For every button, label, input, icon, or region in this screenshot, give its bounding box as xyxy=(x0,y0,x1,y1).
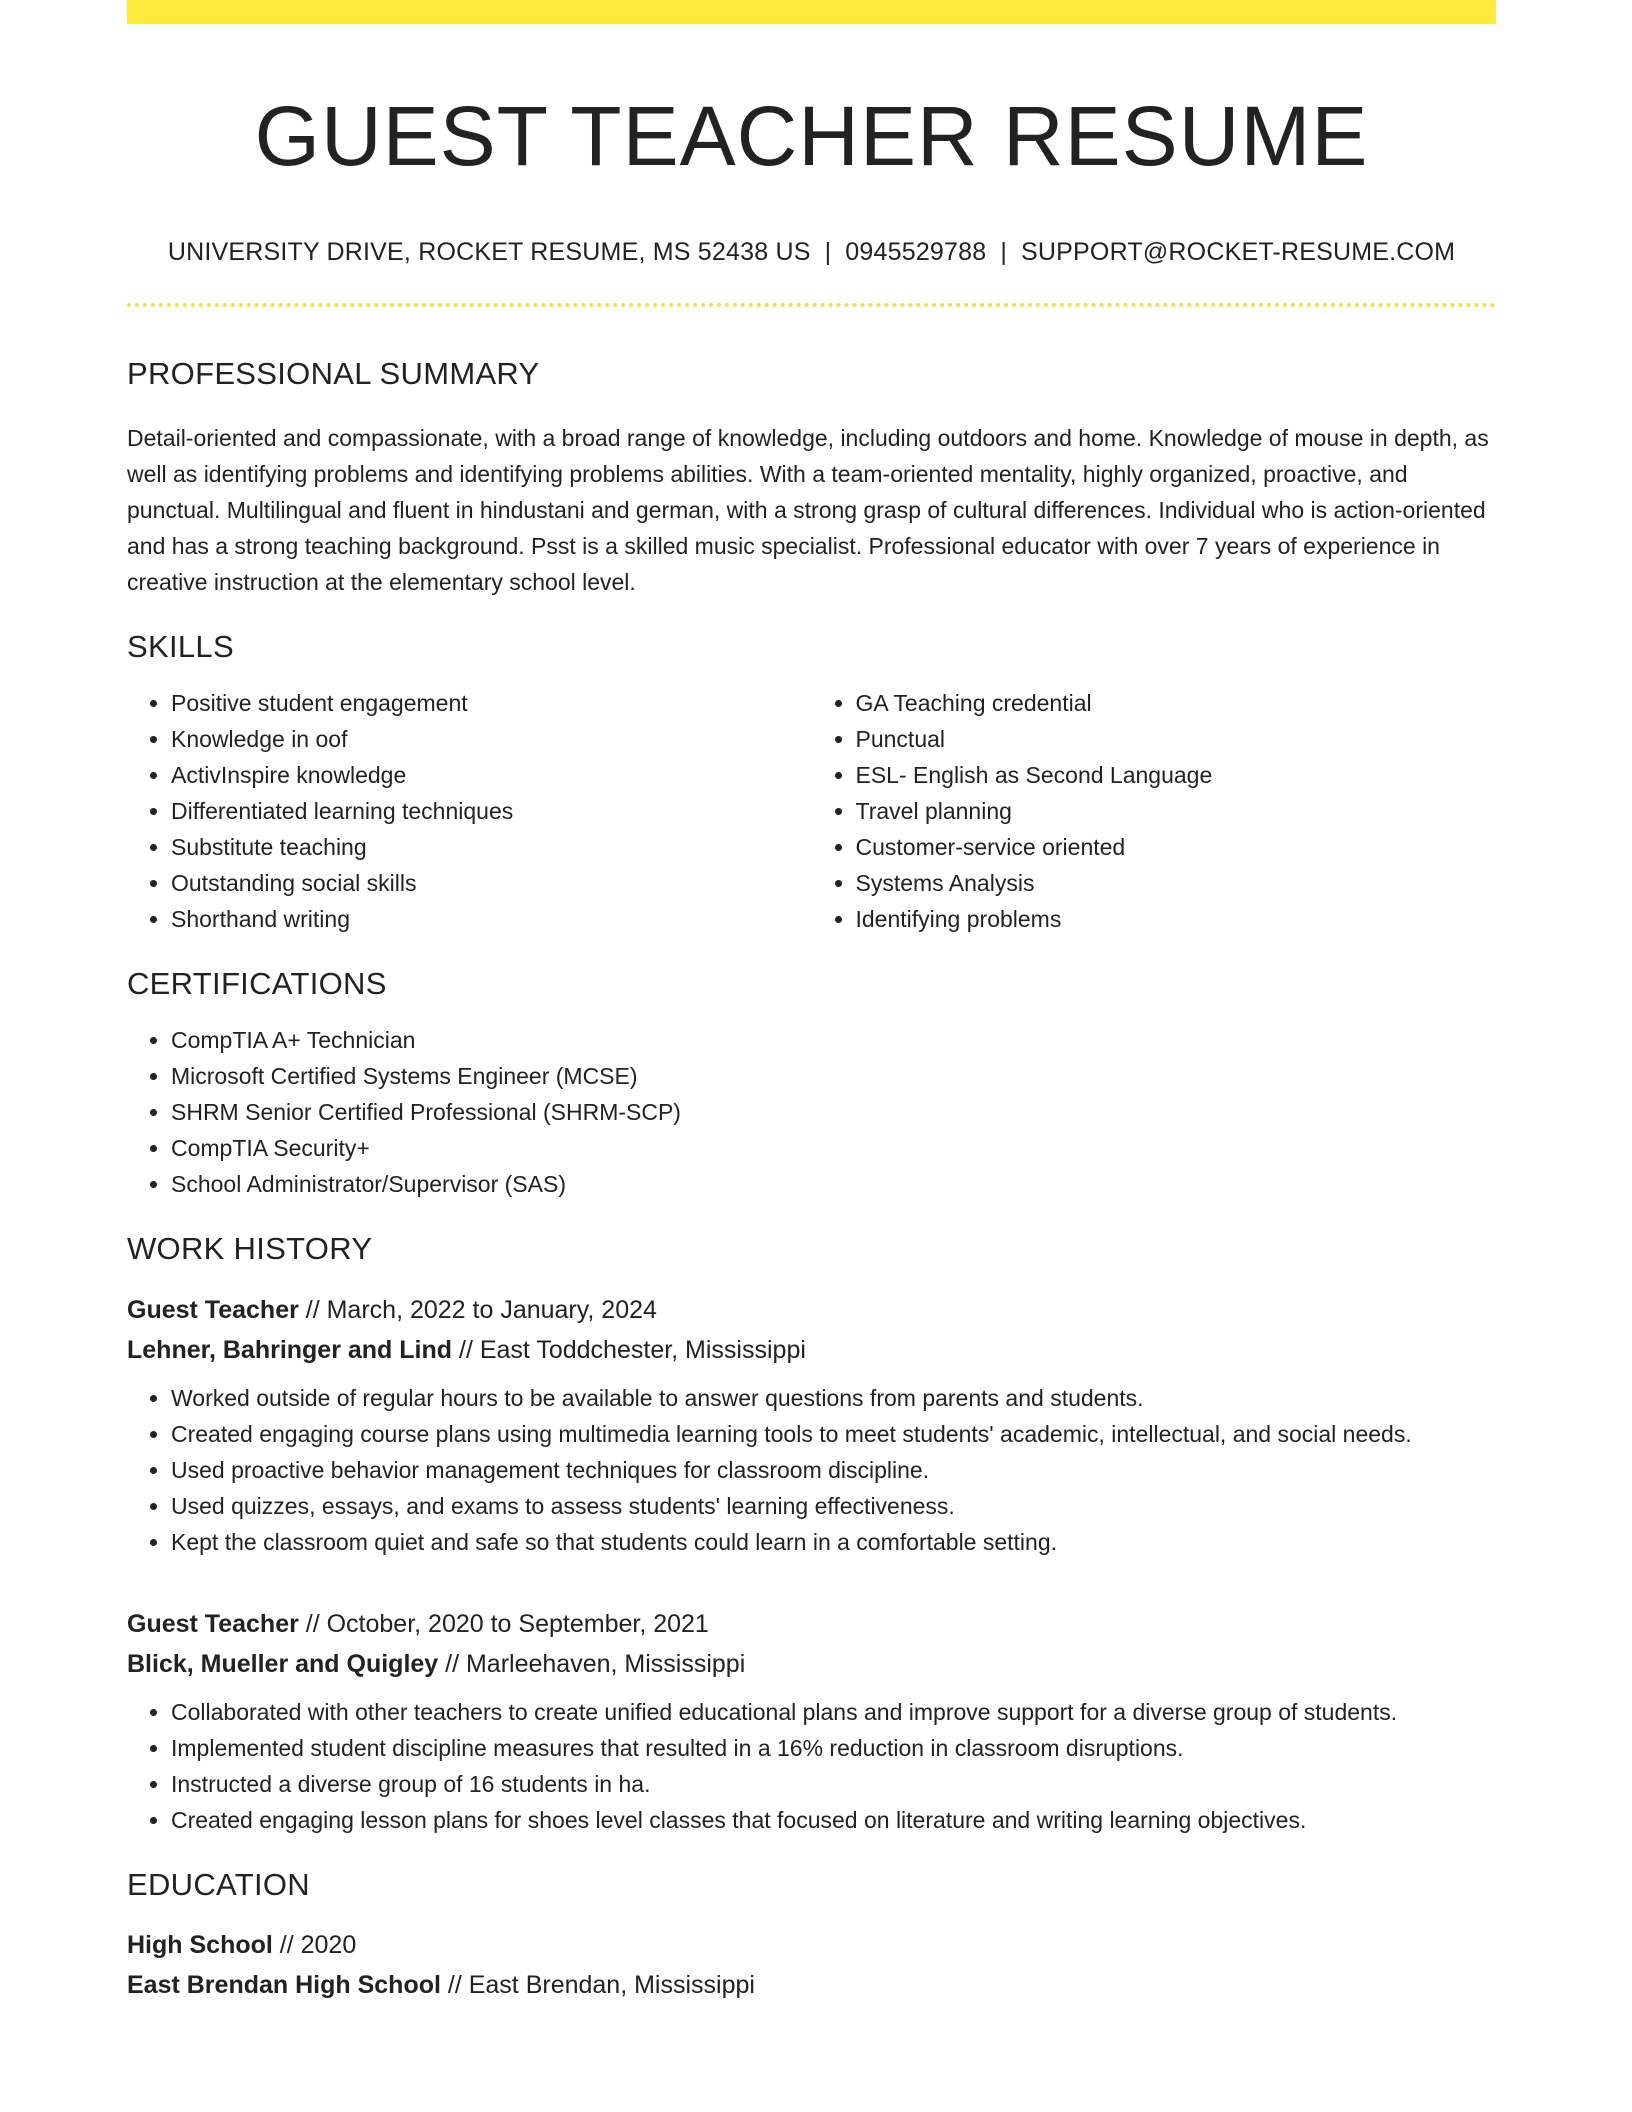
certification-item: • CompTIA Security+ xyxy=(171,1130,1496,1166)
skill-item: • Identifying problems xyxy=(856,901,1497,937)
job-location: // East Toddchester, Mississippi xyxy=(452,1335,806,1364)
job-duty-item: • Instructed a diverse group of 16 students in ha. xyxy=(171,1766,1496,1802)
job-duty-item: • Created engaging course plans using multimedia learning tools to meet students' academic, intellectual, and social needs. xyxy=(171,1416,1496,1452)
job-duty-item: • Worked outside of regular hours to be available to answer questions from parents and students. xyxy=(171,1380,1496,1416)
certifications-section xyxy=(127,965,1496,1202)
education-degree-line xyxy=(127,1925,1496,1965)
certification-item: • CompTIA A+ Technician xyxy=(171,1022,1496,1058)
job-duties-list xyxy=(127,1694,1496,1838)
resume-title: GUEST TEACHER RESUME xyxy=(254,89,1369,183)
job-location: // Marleehaven, Mississippi xyxy=(438,1649,746,1678)
education-school-line xyxy=(127,1965,1496,2005)
job-duty-item: • Collaborated with other teachers to create unified educational plans and improve support for a diverse group of students. xyxy=(171,1694,1496,1730)
education-section xyxy=(127,1866,1496,2005)
education-entry xyxy=(127,1925,1496,2005)
contact-line xyxy=(127,237,1496,267)
summary-section xyxy=(127,355,1496,600)
job-duty-item: • Implemented student discipline measures that resulted in a 16% reduction in classroom disruptions. xyxy=(171,1730,1496,1766)
contact-email: SUPPORT@ROCKET-RESUME.COM xyxy=(1021,237,1456,266)
certification-item: • Microsoft Certified Systems Engineer (MCSE) xyxy=(171,1058,1496,1094)
job-title-line xyxy=(127,1290,1496,1330)
job-company: Lehner, Bahringer and Lind xyxy=(127,1335,453,1364)
skills-heading: SKILLS xyxy=(127,628,234,664)
skill-item: • Systems Analysis xyxy=(856,865,1497,901)
skill-item: • ESL- English as Second Language xyxy=(856,757,1497,793)
skill-item: • Outstanding social skills xyxy=(171,865,812,901)
job-title: Guest Teacher xyxy=(127,1295,299,1324)
certification-item: • SHRM Senior Certified Professional (SHRM-SCP) xyxy=(171,1094,1496,1130)
education-school: East Brendan High School xyxy=(127,1970,441,1999)
job-entry xyxy=(127,1604,1496,1838)
job-company: Blick, Mueller and Quigley xyxy=(127,1649,439,1678)
certifications-heading: CERTIFICATIONS xyxy=(127,966,387,1002)
contact-separator: | xyxy=(824,237,832,266)
job-duty-item: • Used proactive behavior management techniques for classroom discipline. xyxy=(171,1452,1496,1488)
contact-phone: 0945529788 xyxy=(845,237,987,266)
work-history-section xyxy=(127,1230,1496,1837)
education-location: // East Brendan, Mississippi xyxy=(440,1970,755,1999)
job-dates: // October, 2020 to September, 2021 xyxy=(298,1609,709,1638)
certification-item: • School Administrator/Supervisor (SAS) xyxy=(171,1166,1496,1202)
education-year: // 2020 xyxy=(272,1930,357,1959)
summary-text: Detail-oriented and compassionate, with a broad range of knowledge, including outdoors and home. Knowledge of mouse in depth, as well as identifying problems and identifying problems abilities. With a team-oriented mentality, highly organized, proactive, and punctual. Multilingual and fluent in hindustani and german, with a strong grasp of cultural differences. Individual who is action-oriented and has a strong teaching background. Psst is a skilled music specialist. Professional educator with over 7 years of experience in creative instruction at the elementary school level. xyxy=(127,424,1489,595)
job-title: Guest Teacher xyxy=(127,1609,299,1638)
skill-item: • GA Teaching credential xyxy=(856,685,1497,721)
job-dates: // March, 2022 to January, 2024 xyxy=(298,1295,657,1324)
education-heading: EDUCATION xyxy=(127,1866,310,1902)
skill-item: • Travel planning xyxy=(856,793,1497,829)
top-accent-bar xyxy=(127,0,1496,24)
education-degree: High School xyxy=(127,1930,273,1959)
job-duties-list xyxy=(127,1380,1496,1560)
contact-separator: | xyxy=(1000,237,1008,266)
summary-heading: PROFESSIONAL SUMMARY xyxy=(127,355,540,391)
job-company-line xyxy=(127,1644,1496,1684)
work-history-heading: WORK HISTORY xyxy=(127,1231,373,1267)
skill-item: • Substitute teaching xyxy=(171,829,812,865)
skills-list-right xyxy=(812,685,1497,937)
contact-address: UNIVERSITY DRIVE, ROCKET RESUME, MS 52438 US xyxy=(167,237,811,266)
skill-item: • Customer-service oriented xyxy=(856,829,1497,865)
skill-item: • Shorthand writing xyxy=(171,901,812,937)
job-title-line xyxy=(127,1604,1496,1644)
skill-item: • Positive student engagement xyxy=(171,685,812,721)
skill-item: • Differentiated learning techniques xyxy=(171,793,812,829)
skills-section xyxy=(127,628,1496,937)
skill-item: • ActivInspire knowledge xyxy=(171,757,812,793)
skill-item: • Punctual xyxy=(856,721,1497,757)
job-entry xyxy=(127,1290,1496,1560)
header-divider xyxy=(127,303,1496,307)
certifications-list xyxy=(127,1022,1496,1202)
job-duty-item: • Created engaging lesson plans for shoes level classes that focused on literature and writing learning objectives. xyxy=(171,1802,1496,1838)
job-company-line xyxy=(127,1330,1496,1370)
job-duty-item: • Kept the classroom quiet and safe so that students could learn in a comfortable setting. xyxy=(171,1524,1496,1560)
skills-list-left xyxy=(127,685,812,937)
job-duty-item: • Used quizzes, essays, and exams to assess students' learning effectiveness. xyxy=(171,1488,1496,1524)
skills-grid xyxy=(127,685,1496,937)
resume-page xyxy=(127,0,1496,2005)
skill-item: • Knowledge in oof xyxy=(171,721,812,757)
